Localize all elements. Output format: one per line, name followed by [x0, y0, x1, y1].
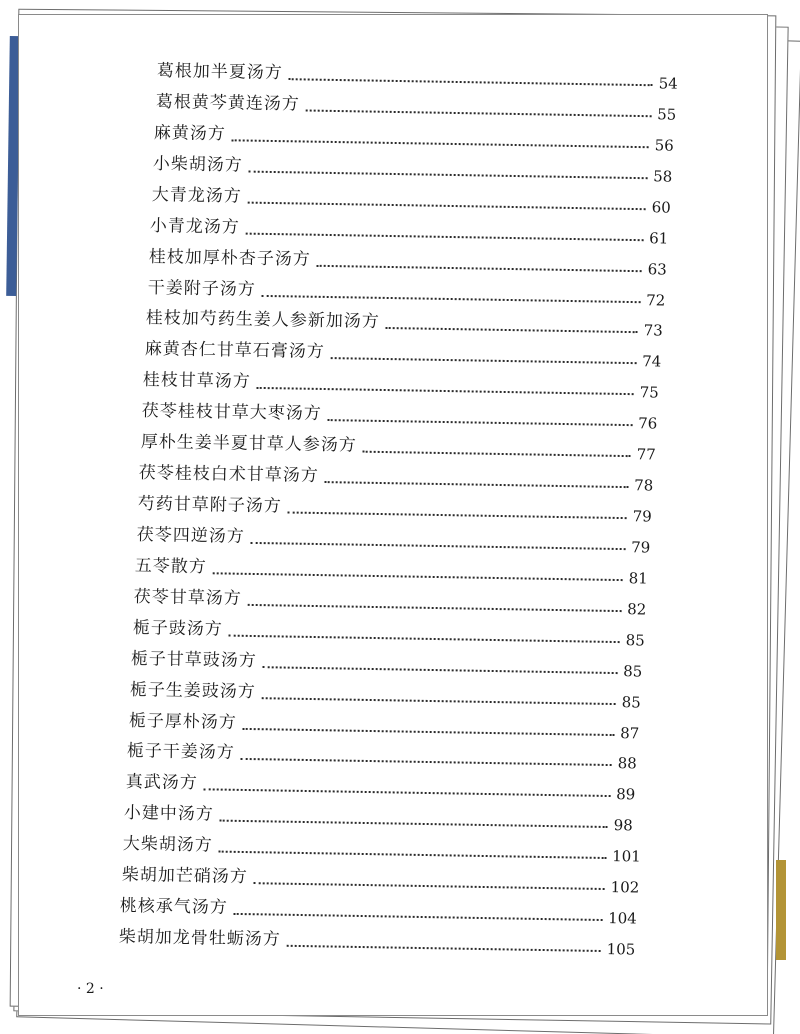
toc-entry-title: 桂枝甘草汤方 [143, 370, 252, 393]
toc-entry-page: 63 [647, 259, 667, 279]
toc-entry-page: 74 [641, 352, 662, 371]
toc-entry-page: 75 [639, 383, 660, 402]
toc-entry-title: 茯苓甘草汤方 [133, 586, 242, 609]
toc-entry-page: 85 [623, 661, 643, 681]
toc-entry-page: 72 [645, 290, 665, 310]
toc-leader-dots [213, 572, 623, 581]
toc-leader-dots [249, 170, 647, 179]
toc-entry-title: 桂枝加厚朴杏子汤方 [148, 246, 311, 270]
toc-entry-title: 大柴胡汤方 [122, 834, 214, 856]
toc-entry-title: 茯苓四逆汤方 [136, 524, 245, 547]
toc-leader-dots [242, 727, 613, 735]
toc-entry-title: 五苓散方 [134, 555, 208, 578]
toc-entry-page: 78 [634, 476, 654, 495]
toc-entry-title: 柴胡加龙骨牡蛎汤方 [118, 926, 281, 950]
toc-entry-title: 干姜附子汤方 [147, 277, 256, 300]
toc-entry-page: 82 [626, 599, 647, 619]
toc-entry-title: 桃核承气汤方 [119, 896, 229, 918]
toc-entry-title: 栀子生姜豉汤方 [129, 679, 256, 702]
toc-entry-page: 81 [628, 569, 649, 588]
toc-leader-dots [219, 851, 606, 859]
toc-entry-title: 小青龙汤方 [149, 215, 241, 238]
toc-entry-page: 104 [608, 909, 638, 928]
toc-leader-dots [263, 666, 617, 674]
toc-entry-title: 茯苓桂枝甘草大枣汤方 [141, 401, 323, 425]
toc-entry-page: 60 [651, 197, 671, 217]
toc-leader-dots [257, 387, 634, 395]
toc-leader-dots [317, 264, 642, 271]
toc-entry-page: 61 [649, 228, 669, 248]
toc-entry-page: 87 [619, 723, 639, 742]
toc-leader-dots [386, 327, 638, 333]
toc-entry-page: 58 [652, 167, 673, 186]
toc-leader-dots [250, 542, 624, 550]
toc-entry-page: 55 [656, 105, 677, 124]
toc-entry-page: 73 [643, 321, 664, 340]
toc-leader-dots [262, 697, 616, 705]
toc-entry-page: 88 [617, 754, 638, 773]
toc-entry-page: 76 [638, 414, 658, 433]
toc-entry-title: 柴胡加芒硝汤方 [121, 865, 248, 888]
toc-entry-title: 小建中汤方 [124, 803, 215, 825]
toc-entry-page: 89 [615, 785, 636, 804]
toc-entry-page: 79 [632, 507, 652, 526]
toc-entry-page: 54 [658, 74, 678, 93]
toc-entry-page: 105 [606, 940, 636, 959]
toc-leader-dots [305, 109, 650, 117]
toc-entry-title: 栀子豉汤方 [132, 617, 223, 640]
toc-entry-title: 麻黄汤方 [153, 122, 227, 145]
toc-entry-page: 85 [621, 692, 641, 712]
toc-leader-dots [261, 294, 639, 302]
toc-leader-dots [203, 789, 609, 798]
toc-entry-page: 101 [612, 847, 642, 866]
toc-leader-dots [288, 511, 627, 519]
toc-entry-title: 栀子厚朴汤方 [128, 710, 237, 733]
toc-leader-dots [220, 820, 608, 828]
toc-entry-title: 芍药甘草附子汤方 [137, 493, 282, 517]
toc-leader-dots [362, 451, 630, 457]
toc-leader-dots [330, 357, 635, 364]
toc-leader-dots [253, 882, 604, 890]
toc-entry-page: 77 [636, 445, 656, 464]
table-of-contents [19, 15, 767, 1015]
toc-leader-dots [287, 945, 601, 952]
toc-leader-dots [325, 481, 628, 488]
toc-leader-dots [241, 758, 612, 766]
toc-leader-dots [328, 419, 632, 426]
toc-leader-dots [248, 604, 621, 612]
toc-entry-title: 葛根黄芩黄连汤方 [155, 91, 300, 115]
toc-entry-title: 栀子甘草豉汤方 [130, 648, 258, 671]
toc-entry-page: 85 [625, 630, 645, 650]
toc-leader-dots [289, 78, 653, 86]
toc-leader-dots [247, 201, 645, 210]
toc-entry-title: 茯苓桂枝白术甘草汤方 [138, 463, 320, 487]
toc-leader-dots [246, 232, 643, 241]
toc-entry-title: 大青龙汤方 [151, 184, 242, 207]
toc-entry-title: 桂枝加芍药生姜人参新加汤方 [145, 308, 381, 333]
toc-entry-title: 葛根加半夏汤方 [156, 60, 283, 84]
page-number: · 2 · [77, 981, 104, 997]
toc-leader-dots [228, 634, 619, 642]
toc-entry-page: 79 [630, 538, 651, 557]
toc-entry-title: 栀子干姜汤方 [126, 741, 236, 764]
toc-entry-page: 98 [613, 816, 634, 835]
toc-leader-dots [232, 139, 649, 148]
book-cover-edge-gold [776, 860, 786, 960]
toc-entry-page: 56 [654, 136, 675, 155]
toc-leader-dots [234, 913, 602, 921]
toc-entry-title: 麻黄杏仁甘草石膏汤方 [144, 339, 325, 363]
toc-entry-title: 小柴胡汤方 [152, 153, 243, 176]
toc-entry-title: 真武汤方 [125, 772, 198, 794]
document-page [18, 14, 768, 1016]
toc-entry-page: 102 [610, 878, 640, 897]
toc-entry-title: 厚朴生姜半夏甘草人参汤方 [140, 432, 357, 456]
